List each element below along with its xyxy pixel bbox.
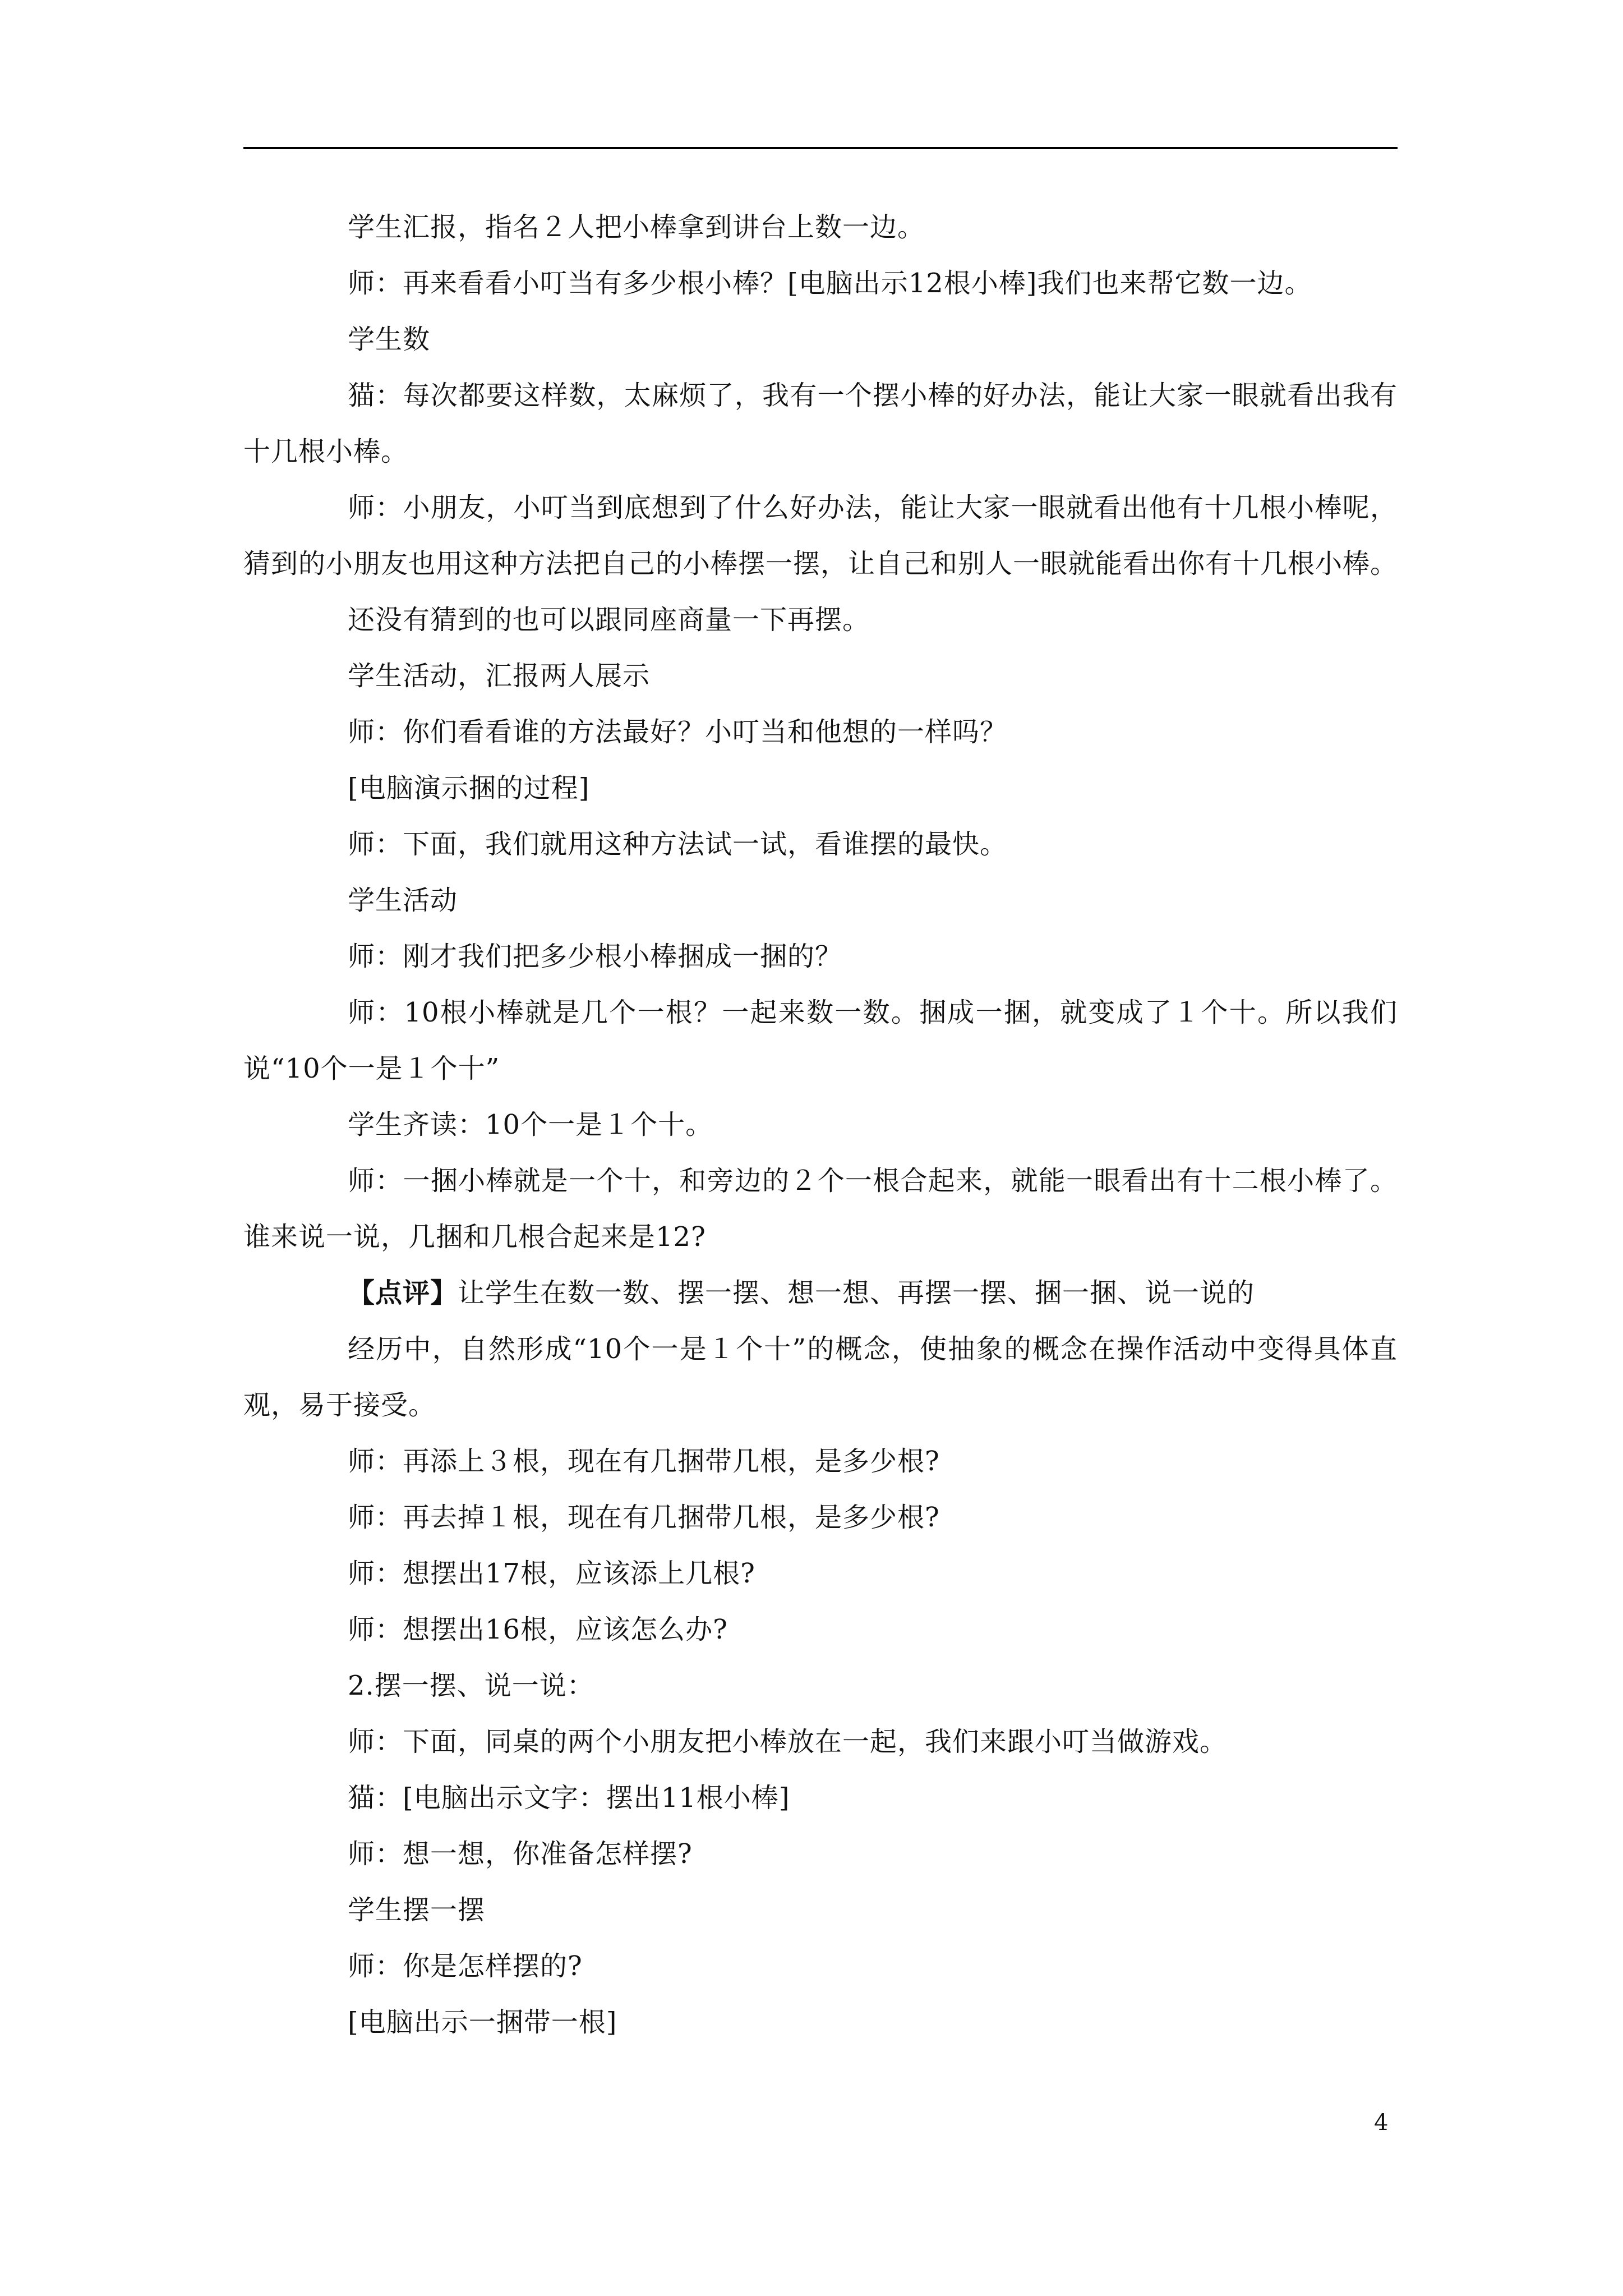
paragraph: 师：小朋友，小叮当到底想到了什么好办法，能让大家一眼就看出他有十几根小棒呢，猜到的小朋友也用这种方法把自己的小棒摆一摆，让自己和别人一眼就能看出你有十几根小棒。	[243, 492, 1398, 579]
paragraph: 学生齐读：10个一是１个十。	[348, 1109, 713, 1140]
paragraph: [电脑出示一捆带一根]	[348, 2007, 617, 2038]
review-tag: 【点评】	[348, 1277, 458, 1309]
paragraph: 师：你们看看谁的方法最好？小叮当和他想的一样吗？	[348, 716, 1008, 748]
paragraph: 学生数	[348, 324, 431, 355]
paragraph: 学生活动	[348, 885, 458, 916]
paragraph: 师：刚才我们把多少根小棒捆成一捆的？	[348, 941, 843, 972]
paragraph: 猫：[电脑出示文字：摆出11根小棒]	[348, 1782, 790, 1814]
paragraph: 师：再去掉１根，现在有几捆带几根，是多少根?	[348, 1502, 940, 1533]
header-rule	[243, 147, 1398, 149]
paragraph: 师：想一想，你准备怎样摆?	[348, 1838, 693, 1870]
paragraph: 师：想摆出16根，应该怎么办?	[348, 1614, 728, 1645]
paragraph: 学生摆一摆	[348, 1894, 486, 1926]
paragraph: 师：下面，我们就用这种方法试一试，看谁摆的最快。	[348, 829, 1008, 860]
paragraph: 师：你是怎样摆的?	[348, 1950, 583, 1982]
document-body	[243, 199, 1398, 2050]
paragraph: 学生汇报，指名２人把小棒拿到讲台上数一边。	[348, 211, 925, 243]
paragraph: 猫：每次都要这样数，太麻烦了，我有一个摆小棒的好办法，能让大家一眼就看出我有十几根小棒。	[243, 380, 1398, 467]
paragraph: 师：10根小棒就是几个一根？一起来数一数。捆成一捆，就变成了１个十。所以我们说“10个一是１个十”	[243, 997, 1398, 1084]
paragraph: 师：想摆出17根，应该添上几根?	[348, 1558, 755, 1589]
paragraph: 师：一捆小棒就是一个十，和旁边的２个一根合起来，就能一眼看出有十二根小棒了。谁来说一说，几捆和几根合起来是12?	[243, 1165, 1398, 1253]
paragraph: 师：下面，同桌的两个小朋友把小棒放在一起，我们来跟小叮当做游戏。	[348, 1726, 1228, 1757]
paragraph: 还没有猜到的也可以跟同座商量一下再摆。	[348, 604, 870, 636]
paragraph: 学生活动，汇报两人展示	[348, 660, 651, 692]
paragraph: [电脑演示捆的过程]	[348, 772, 590, 804]
review-paragraph: 【点评】让学生在数一数、摆一摆、想一想、再摆一摆、捆一捆、说一说的	[348, 1277, 1255, 1309]
paragraph: 师：再添上３根，现在有几捆带几根，是多少根?	[348, 1446, 940, 1477]
section-heading: 2.摆一摆、说一说：	[348, 1670, 594, 1701]
page-number: 4	[1374, 2110, 1389, 2136]
paragraph: 师：再来看看小叮当有多少根小棒？[电脑出示12根小棒]我们也来帮它数一边。	[348, 268, 1312, 299]
paragraph: 经历中，自然形成“10个一是１个十”的概念，使抽象的概念在操作活动中变得具体直观，易于接受。	[243, 1333, 1398, 1421]
